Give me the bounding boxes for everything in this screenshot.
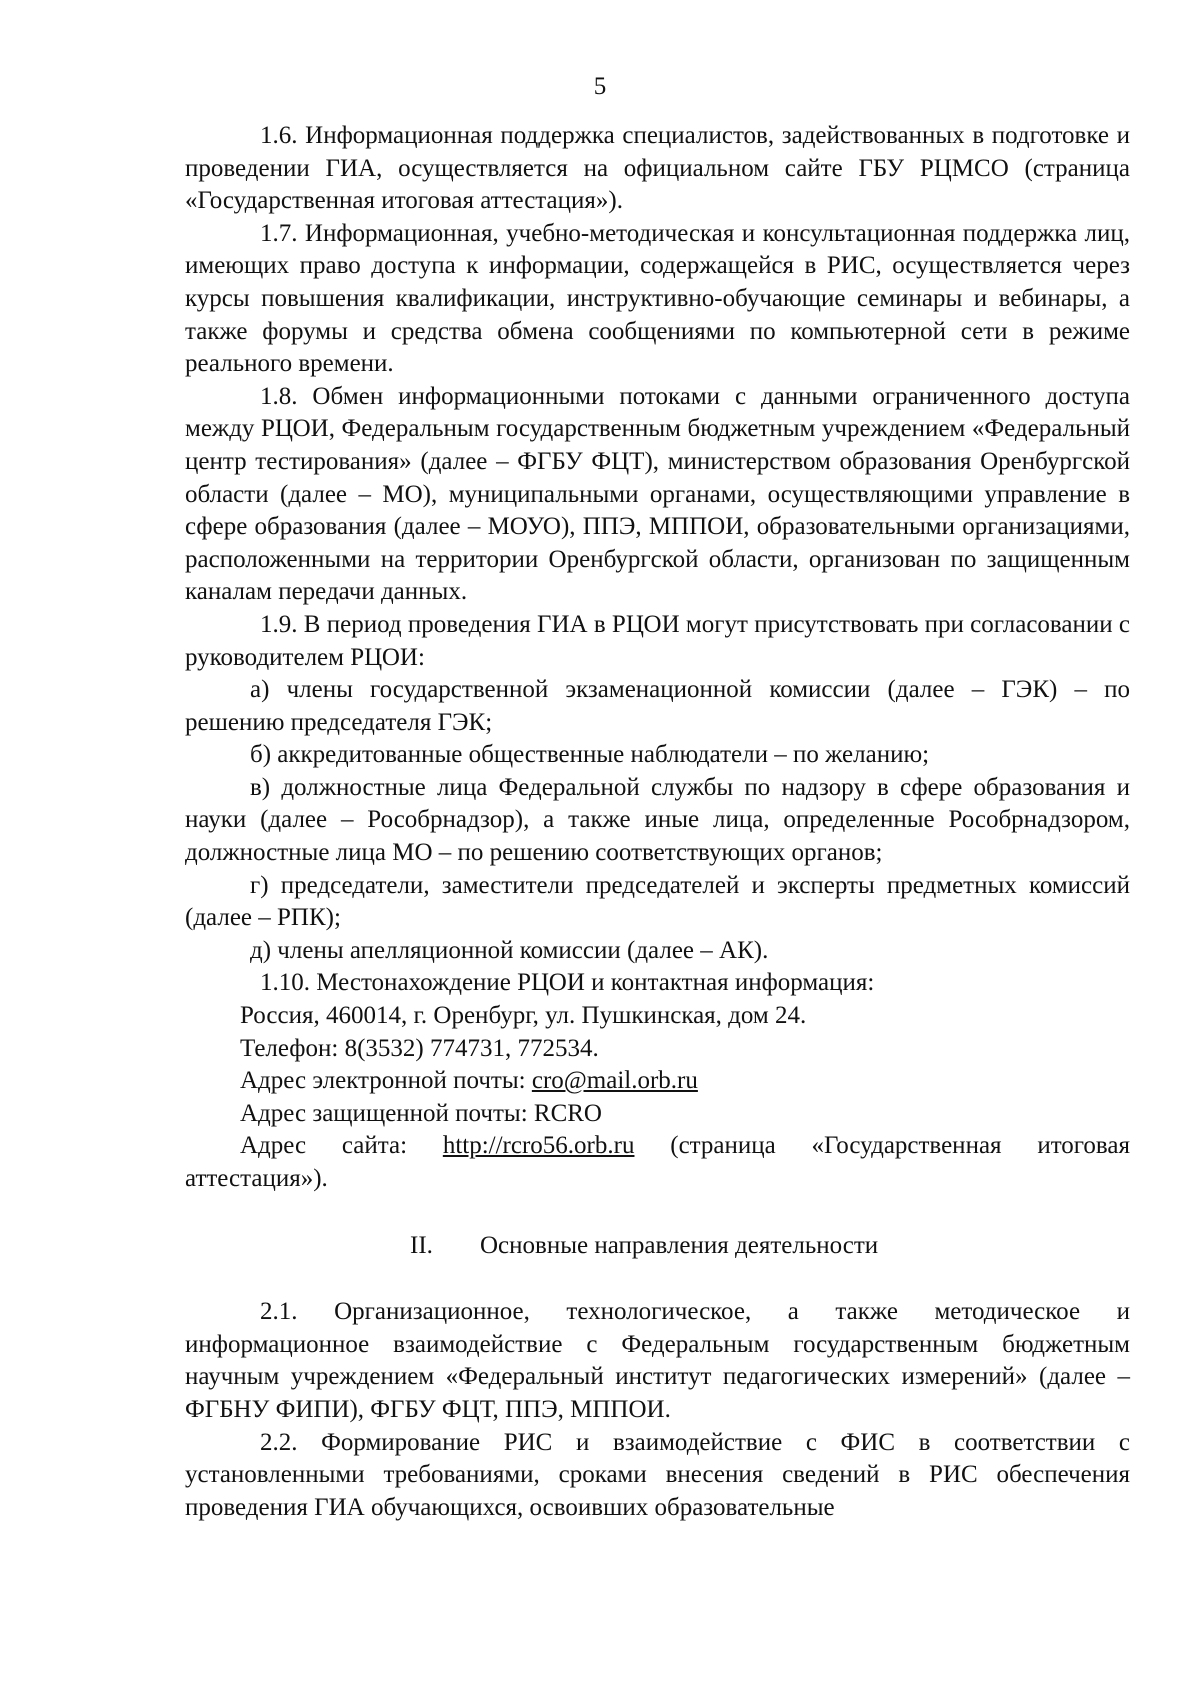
contact-address: Россия, 460014, г. Оренбург, ул. Пушкинская, дом 24. bbox=[240, 1002, 807, 1030]
contact-email-line bbox=[185, 1065, 1130, 1098]
list-item-b: б) аккредитованные общественные наблюдатели – по желанию; bbox=[250, 741, 930, 769]
paragraph-1-7: 1.7. Информационная, учебно-методическая и консультационная поддержка лиц, имеющих право доступа к информации, содержащейся в РИС, осуществляется через курсы повышения квалификации, инструктивно-обучающие семинары и вебинары, а также форумы и средства обмена сообщениями по компьютерной сети в режиме реального времени. bbox=[185, 219, 1130, 378]
contact-site-note: (страница «Государственная итоговая аттестация»). bbox=[185, 1132, 1131, 1192]
list-item-v: в) должностные лица Федеральной службы по надзору в сфере образования и науки (далее – Рособрнадзор), а также иные лица, определенные Рособрнадзором, должностные лица МО – по решению соответствующих органов; bbox=[185, 773, 1130, 867]
contact-secure-mail: Адрес защищенной почты: RCRO bbox=[240, 1099, 602, 1127]
contact-site-line bbox=[185, 1130, 1130, 1195]
paragraph-1-8: 1.8. Обмен информационными потоками с данными ограниченного доступа между РЦОИ, Федеральным государственным бюджетным учреждением «Федеральный центр тестирования» (далее – ФГБУ ФЦТ), министерством образования Оренбургской области (далее – МО), муниципальными органами, осуществляющими управление в сфере образования (далее – МОУО), ППЭ, МППОИ, образовательными организациями, расположенными на территории Оренбургской области, организован по защищенным каналам передачи данных. bbox=[185, 382, 1130, 606]
paragraph-1-6: 1.6. Информационная поддержка специалистов, задействованных в подготовке и проведении ГИА, осуществляется на официальном сайте ГБУ РЦМСО (страница «Государственная итоговая аттестация»). bbox=[185, 122, 1130, 215]
page-number: 5 bbox=[593, 73, 607, 100]
document-body bbox=[185, 120, 1130, 1524]
paragraph-1-9: 1.9. В период проведения ГИА в РЦОИ могут присутствовать при согласовании с руководителем РЦОИ: bbox=[185, 610, 1130, 671]
paragraph-1-10: 1.10. Местонахождение РЦОИ и контактная информация: bbox=[260, 969, 875, 997]
paragraph-2-2: 2.2. Формирование РИС и взаимодействие с ФИС в соответствии с установленными требованиями, сроками внесения сведений в РИС обеспечения проведения ГИА обучающихся, освоивших образовательные bbox=[185, 1428, 1130, 1521]
contact-site-label: Адрес сайта: bbox=[240, 1132, 443, 1160]
list-item-d: д) члены апелляционной комиссии (далее – АК). bbox=[250, 936, 769, 964]
list-item-g: г) председатели, заместители председателей и эксперты предметных комиссий (далее – РПК); bbox=[185, 871, 1130, 932]
list-item-a: а) члены государственной экзаменационной комиссии (далее – ГЭК) – по решению председателя ГЭК; bbox=[185, 676, 1130, 736]
section-heading bbox=[185, 1230, 1130, 1263]
paragraph-2-1: 2.1. Организационное, технологическое, а также методическое и информационное взаимодействие с Федеральным государственным бюджетным научным учреждением «Федеральный институт педагогических измерений» (далее – ФГБНУ ФИПИ), ФГБУ ФЦТ, ППЭ, МППОИ. bbox=[185, 1298, 1130, 1423]
contact-email-label: Адрес электронной почты: bbox=[240, 1067, 532, 1095]
contact-phone: Телефон: 8(3532) 774731, 772534. bbox=[240, 1034, 599, 1062]
section-title: Основные направления деятельности bbox=[480, 1231, 879, 1259]
section-number: II. bbox=[410, 1231, 433, 1259]
contact-site-link[interactable]: http://rcro56.orb.ru bbox=[442, 1132, 635, 1160]
contact-email-link[interactable]: cro@mail.orb.ru bbox=[531, 1067, 698, 1095]
